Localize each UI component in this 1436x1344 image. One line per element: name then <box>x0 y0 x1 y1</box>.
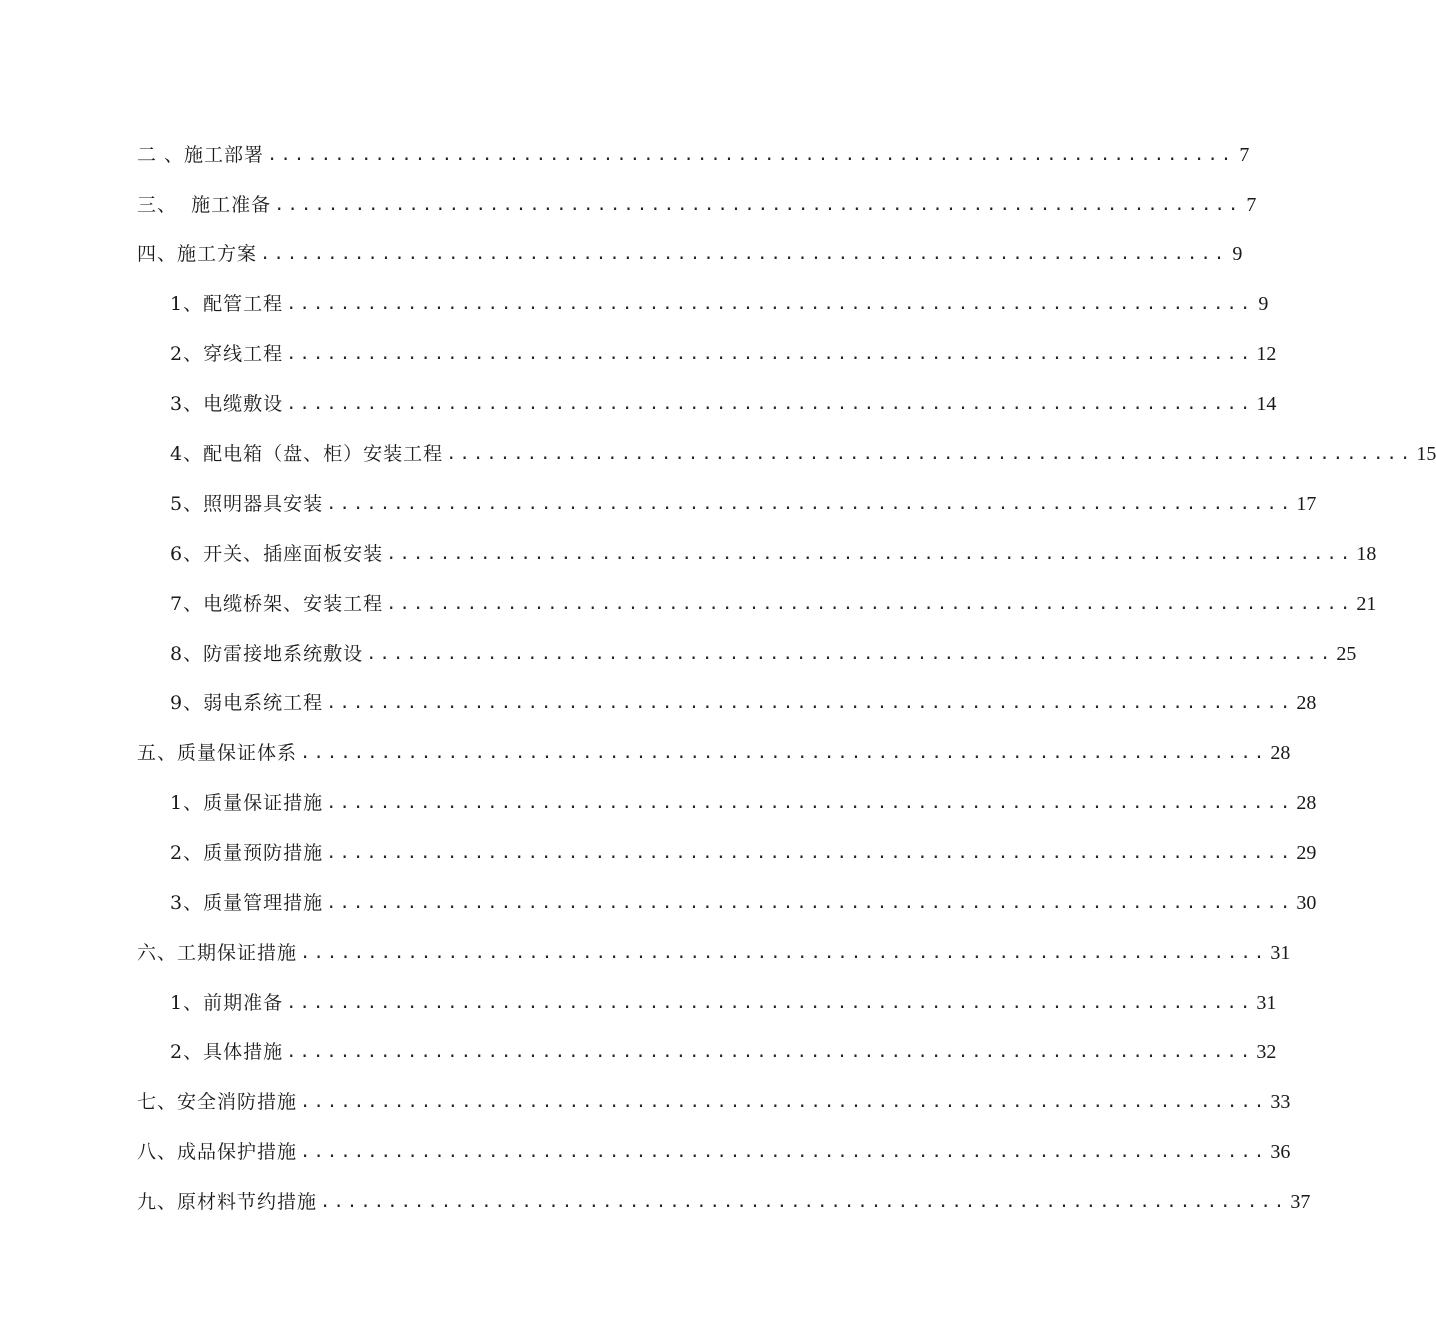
toc-entry[interactable] <box>170 1033 1277 1065</box>
toc-entry-label: 四、施工方案 <box>137 243 258 265</box>
toc-entry[interactable] <box>170 585 1377 617</box>
toc-page-number: 9 <box>1232 243 1243 265</box>
toc-entry[interactable] <box>170 984 1277 1016</box>
toc-entry[interactable] <box>170 535 1377 567</box>
toc-dot-leader: ........................................................................ <box>267 145 1235 165</box>
toc-entry[interactable] <box>170 435 1436 467</box>
toc-entry[interactable] <box>137 934 1291 966</box>
toc-entry-label: 九、原材料节约措施 <box>137 1191 318 1213</box>
toc-entry-label: 1、质量保证措施 <box>170 792 324 814</box>
toc-entry[interactable] <box>137 1133 1291 1165</box>
toc-dot-leader: ........................................................................ <box>386 544 1354 564</box>
toc-entry[interactable] <box>137 235 1243 267</box>
toc-entry[interactable] <box>137 1083 1291 1115</box>
toc-page-number: 25 <box>1336 643 1357 665</box>
toc-dot-leader: ........................................................................ <box>286 1042 1254 1062</box>
toc-entry[interactable] <box>170 285 1269 317</box>
toc-page-number: 29 <box>1296 842 1317 864</box>
toc-entry-label: 3、电缆敷设 <box>170 393 284 415</box>
toc-entry[interactable] <box>137 186 1257 218</box>
toc-page-number: 7 <box>1239 144 1250 166</box>
toc-dot-leader: ........................................................................ <box>260 244 1228 264</box>
toc-entry[interactable] <box>170 684 1317 716</box>
toc-entry-label: 1、前期准备 <box>170 992 284 1014</box>
toc-dot-leader: ........................................................................ <box>274 195 1242 215</box>
toc-dot-leader: ........................................................................ <box>446 444 1414 464</box>
toc-entry[interactable] <box>170 635 1357 667</box>
toc-dot-leader: ........................................................................ <box>300 1142 1268 1162</box>
toc-page-number: 33 <box>1270 1091 1291 1113</box>
toc-dot-leader: ........................................................................ <box>286 394 1254 414</box>
toc-page-number: 9 <box>1258 293 1269 315</box>
toc-dot-leader: ........................................................................ <box>326 693 1294 713</box>
toc-dot-leader: ........................................................................ <box>300 743 1268 763</box>
toc-entry[interactable] <box>137 734 1291 766</box>
toc-page-number: 17 <box>1296 493 1317 515</box>
toc-page-number: 30 <box>1296 892 1317 914</box>
toc-entry-label: 5、照明器具安装 <box>170 493 324 515</box>
toc-dot-leader: ........................................................................ <box>366 644 1334 664</box>
toc-entry-label: 七、安全消防措施 <box>137 1091 298 1113</box>
toc-entry-label: 2、质量预防措施 <box>170 842 324 864</box>
toc-entry-label: 2、具体措施 <box>170 1041 284 1063</box>
toc-entry-label: 五、质量保证体系 <box>137 742 298 764</box>
toc-entry-label: 八、成品保护措施 <box>137 1141 298 1163</box>
toc-dot-leader: ........................................................................ <box>326 793 1294 813</box>
toc-entry-label: 9、弱电系统工程 <box>170 692 324 714</box>
toc-dot-leader: ........................................................................ <box>326 893 1294 913</box>
toc-page-number: 14 <box>1256 393 1277 415</box>
toc-entry[interactable] <box>170 784 1317 816</box>
toc-page-number: 7 <box>1246 194 1257 216</box>
toc-page-number: 31 <box>1270 942 1291 964</box>
toc-page-number: 28 <box>1296 692 1317 714</box>
toc-entry[interactable] <box>137 1183 1311 1215</box>
toc-entry[interactable] <box>170 884 1317 916</box>
toc-entry[interactable] <box>170 385 1277 417</box>
toc-entry-label: 二 、施工部署 <box>137 144 265 166</box>
toc-dot-leader: ........................................................................ <box>286 294 1254 314</box>
toc-page-number: 32 <box>1256 1041 1277 1063</box>
toc-entry[interactable] <box>170 834 1317 866</box>
toc-dot-leader: ........................................................................ <box>326 494 1294 514</box>
toc-page-number: 28 <box>1270 742 1291 764</box>
toc-page-number: 37 <box>1290 1191 1311 1213</box>
toc-dot-leader: ........................................................................ <box>300 943 1268 963</box>
toc-page-number: 36 <box>1270 1141 1291 1163</box>
toc-dot-leader: ........................................................................ <box>320 1192 1288 1212</box>
toc-entry-label: 8、防雷接地系统敷设 <box>170 643 364 665</box>
toc-entry[interactable] <box>137 136 1250 168</box>
toc-entry-label: 六、工期保证措施 <box>137 942 298 964</box>
toc-entry-label: 4、配电箱（盘、柜）安装工程 <box>170 443 444 465</box>
toc-dot-leader: ........................................................................ <box>300 1092 1268 1112</box>
toc-dot-leader: ........................................................................ <box>286 993 1254 1013</box>
toc-dot-leader: ........................................................................ <box>286 344 1254 364</box>
toc-page-number: 21 <box>1356 593 1377 615</box>
toc-page-number: 15 <box>1416 443 1436 465</box>
toc-dot-leader: ........................................................................ <box>386 594 1354 614</box>
toc-page-number: 31 <box>1256 992 1277 1014</box>
toc-entry-label: 3、质量管理措施 <box>170 892 324 914</box>
toc-entry-label: 1、配管工程 <box>170 293 284 315</box>
toc-page-number: 28 <box>1296 792 1317 814</box>
toc-entry[interactable] <box>170 335 1277 367</box>
toc-page-number: 18 <box>1356 543 1377 565</box>
toc-dot-leader: ........................................................................ <box>326 843 1294 863</box>
toc-entry-label: 7、电缆桥架、安装工程 <box>170 593 384 615</box>
toc-entry[interactable] <box>170 485 1317 517</box>
toc-entry-label: 三、 施工准备 <box>137 194 272 216</box>
toc-entry-label: 6、开关、插座面板安装 <box>170 543 384 565</box>
toc-page-number: 12 <box>1256 343 1277 365</box>
toc-entry-label: 2、穿线工程 <box>170 343 284 365</box>
